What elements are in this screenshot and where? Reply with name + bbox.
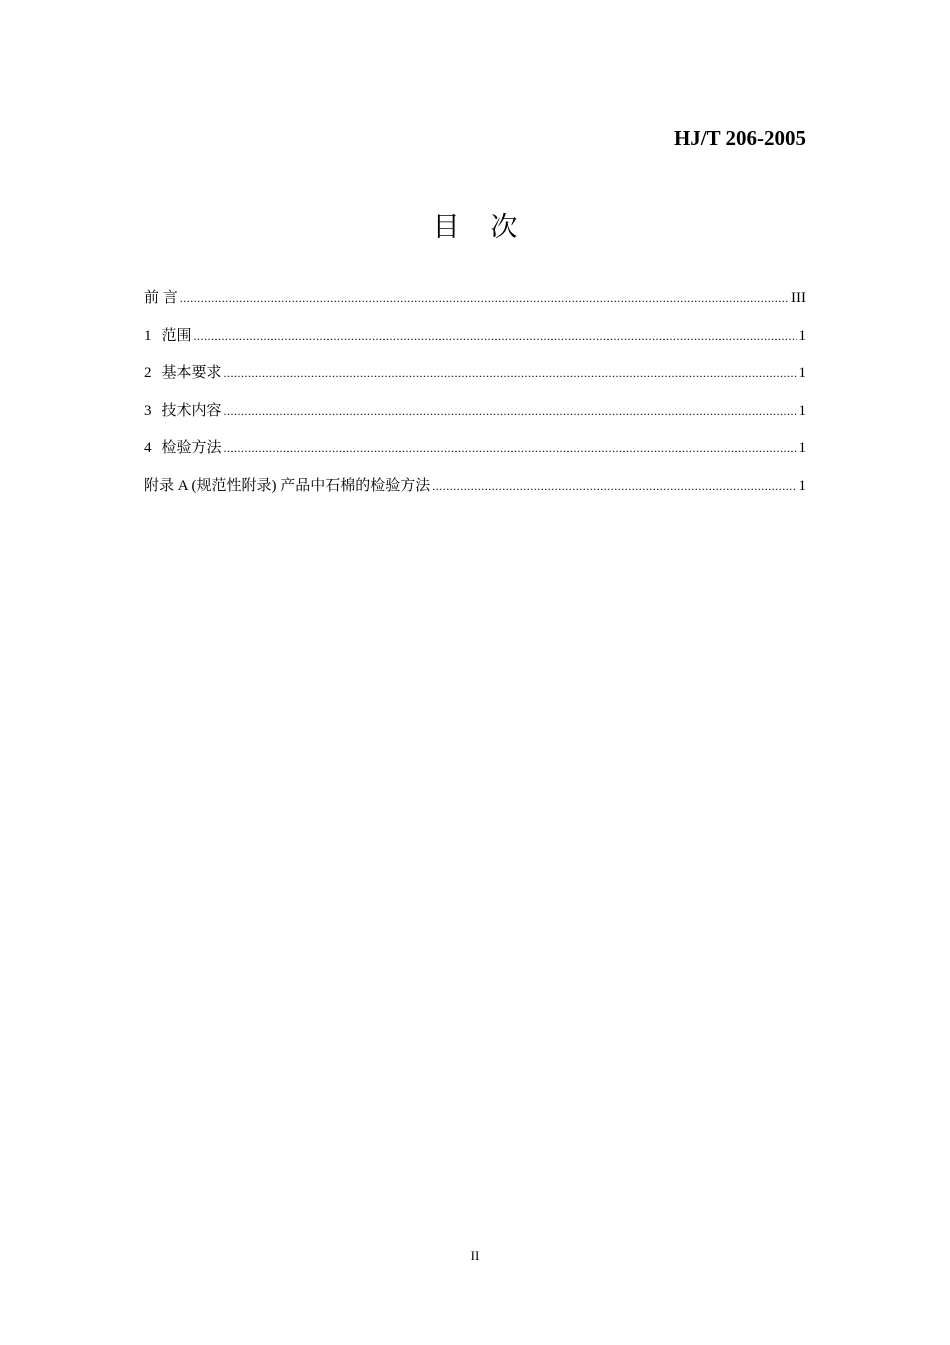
table-of-contents <box>144 286 806 512</box>
toc-entry-label <box>144 436 222 457</box>
toc-entry-label <box>144 399 222 420</box>
toc-leader-dots <box>432 479 796 494</box>
toc-entry-label <box>144 286 178 307</box>
page-number: II <box>470 1248 480 1263</box>
toc-entry-label-text: 基本要求 <box>161 365 222 382</box>
toc-entry-label-text: 范围 <box>161 327 192 344</box>
toc-entry-test-methods[interactable] <box>144 436 806 474</box>
toc-entry-number: 4 <box>144 440 152 457</box>
toc-entry-label <box>144 361 222 382</box>
toc-entry-scope[interactable] <box>144 324 806 362</box>
toc-leader-dots <box>224 404 797 419</box>
toc-entry-page: 1 <box>798 365 806 382</box>
document-code: HJ/T 206-2005 <box>673 126 806 150</box>
toc-entry-label <box>144 324 192 345</box>
toc-title: 目 次 <box>432 212 530 242</box>
toc-entry-basic-requirements[interactable] <box>144 361 806 399</box>
toc-entry-preface[interactable] <box>144 286 806 324</box>
toc-leader-dots <box>180 291 789 306</box>
toc-entry-label-text: 检验方法 <box>161 440 222 457</box>
toc-entry-number: 2 <box>144 365 152 382</box>
toc-entry-page: 1 <box>798 402 806 419</box>
toc-entry-label <box>144 474 430 495</box>
toc-entry-technical-content[interactable] <box>144 399 806 437</box>
toc-entry-label-text: 技术内容 <box>161 402 222 419</box>
toc-leader-dots <box>224 441 797 456</box>
toc-entry-page: III <box>791 290 806 306</box>
toc-entry-page: 1 <box>798 440 806 457</box>
toc-entry-number: 3 <box>144 402 152 419</box>
toc-leader-dots <box>194 329 797 344</box>
toc-entry-page: 1 <box>798 327 806 344</box>
toc-entry-number: 1 <box>144 327 152 344</box>
toc-entry-label-text: 前 言 <box>144 290 178 306</box>
toc-leader-dots <box>224 366 797 381</box>
toc-entry-page: 1 <box>798 477 806 494</box>
toc-entry-label-text: 附录 A (规范性附录) 产品中石棉的检验方法 <box>144 477 431 494</box>
toc-entry-appendix-a[interactable] <box>144 474 806 512</box>
